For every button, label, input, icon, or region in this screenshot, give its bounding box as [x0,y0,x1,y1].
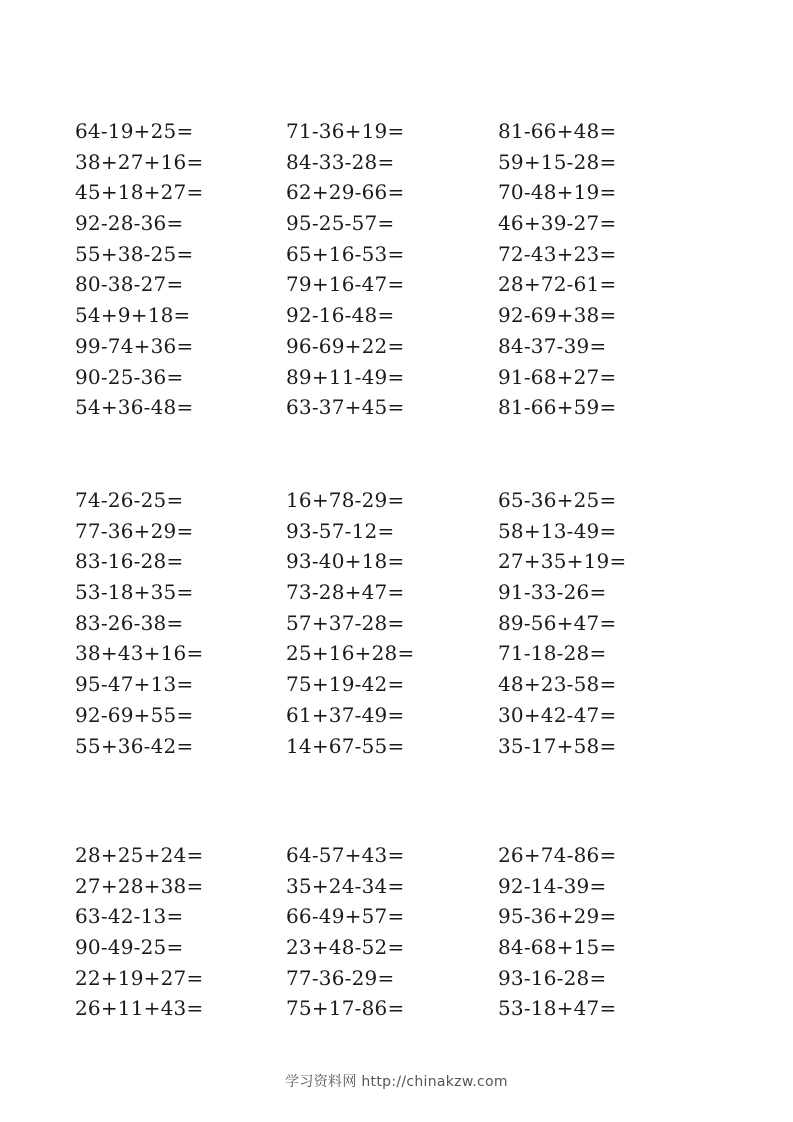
math-problem: 46+39-27= [498,211,617,236]
problem-row [75,239,715,270]
math-problem: 90-25-36= [75,364,184,389]
math-problem: 83-26-38= [75,610,184,635]
math-problem: 81-66+48= [498,119,617,143]
math-problem: 71-18-28= [498,641,607,666]
problem-row [75,392,715,423]
math-problem: 83-16-28= [75,549,184,574]
math-problem: 27+35+19= [498,549,627,574]
math-problem: 48+23-58= [498,672,617,697]
problem-block-1 [75,116,715,423]
math-problem: 14+67-55= [286,733,405,758]
math-problem: 89+11-49= [286,364,405,389]
problem-row [75,116,715,147]
math-problem: 79+16-47= [286,272,405,297]
math-problem: 75+19-42= [286,672,405,697]
math-problem: 72-43+23= [498,241,617,266]
math-problem: 77-36+29= [75,518,194,543]
math-problem: 84-68+15= [498,935,617,960]
math-problem: 84-37-39= [498,333,607,358]
problem-row [75,485,715,516]
problem-row [75,362,715,393]
math-problem: 26+11+43= [75,996,204,1021]
math-problem: 92-16-48= [286,303,395,328]
math-problem: 38+43+16= [75,641,204,666]
page-footer: 学习资料网 http://chinakzw.com [285,1074,508,1090]
math-problem: 38+27+16= [75,149,204,174]
math-problem: 92-69+38= [498,303,617,328]
problem-row [75,331,715,362]
problem-row [75,731,715,762]
math-problem: 53-18+47= [498,996,617,1021]
math-problem: 84-33-28= [286,149,395,174]
math-problem: 58+13-49= [498,518,617,543]
math-problem: 70-48+19= [498,180,617,205]
math-problem: 93-57-12= [286,518,395,543]
math-problem: 65-36+25= [498,488,617,512]
math-problem: 57+37-28= [286,610,405,635]
problem-row [75,577,715,608]
math-problem: 91-68+27= [498,364,617,389]
math-problem: 25+16+28= [286,641,415,666]
math-problem: 65+16-53= [286,241,405,266]
math-problem: 64-19+25= [75,119,194,143]
math-problem: 80-38-27= [75,272,184,297]
problem-row [75,993,715,1024]
math-problem: 22+19+27= [75,965,204,990]
math-problem: 95-25-57= [286,211,395,236]
math-problem: 66-49+57= [286,904,405,929]
math-problem: 93-16-28= [498,965,607,990]
math-problem: 23+48-52= [286,935,405,960]
math-problem: 35-17+58= [498,733,617,758]
problem-row [75,147,715,178]
math-problem: 26+74-86= [498,843,617,867]
math-problem: 81-66+59= [498,395,617,420]
problem-row [75,871,715,902]
problem-block-3 [75,840,715,1024]
math-problem: 95-36+29= [498,904,617,929]
math-problem: 95-47+13= [75,672,194,697]
math-problem: 92-28-36= [75,211,184,236]
math-problem: 74-26-25= [75,488,184,512]
math-problem: 55+36-42= [75,733,194,758]
problem-block-2 [75,485,715,761]
problem-row [75,901,715,932]
math-problem: 28+25+24= [75,843,204,867]
math-problem: 63-37+45= [286,395,405,420]
math-problem: 63-42-13= [75,904,184,929]
math-problem: 53-18+35= [75,580,194,605]
problem-row [75,638,715,669]
math-problem: 92-69+55= [75,702,194,727]
problem-row [75,208,715,239]
problem-row [75,669,715,700]
problem-row [75,840,715,871]
problem-row [75,700,715,731]
math-problem: 93-40+18= [286,549,405,574]
math-problem: 45+18+27= [75,180,204,205]
problem-row [75,932,715,963]
math-problem: 61+37-49= [286,702,405,727]
math-problem: 96-69+22= [286,333,405,358]
problem-row [75,177,715,208]
math-problem: 89-56+47= [498,610,617,635]
math-problem: 28+72-61= [498,272,617,297]
math-problem: 27+28+38= [75,873,204,898]
math-problem: 54+9+18= [75,303,191,328]
math-problem: 90-49-25= [75,935,184,960]
math-problem: 59+15-28= [498,149,617,174]
math-problem: 35+24-34= [286,873,405,898]
problem-row [75,963,715,994]
problem-row [75,608,715,639]
math-problem: 99-74+36= [75,333,194,358]
math-problem: 55+38-25= [75,241,194,266]
math-problem: 91-33-26= [498,580,607,605]
math-problem: 54+36-48= [75,395,194,420]
math-problem: 16+78-29= [286,488,405,512]
math-problem: 71-36+19= [286,119,405,143]
math-problem: 64-57+43= [286,843,405,867]
problem-row [75,300,715,331]
problem-row [75,546,715,577]
problem-row [75,516,715,547]
problem-row [75,269,715,300]
math-problem: 30+42-47= [498,702,617,727]
math-problem: 77-36-29= [286,965,395,990]
math-problem: 75+17-86= [286,996,405,1021]
math-problem: 62+29-66= [286,180,405,205]
math-problem: 92-14-39= [498,873,607,898]
math-problem: 73-28+47= [286,580,405,605]
